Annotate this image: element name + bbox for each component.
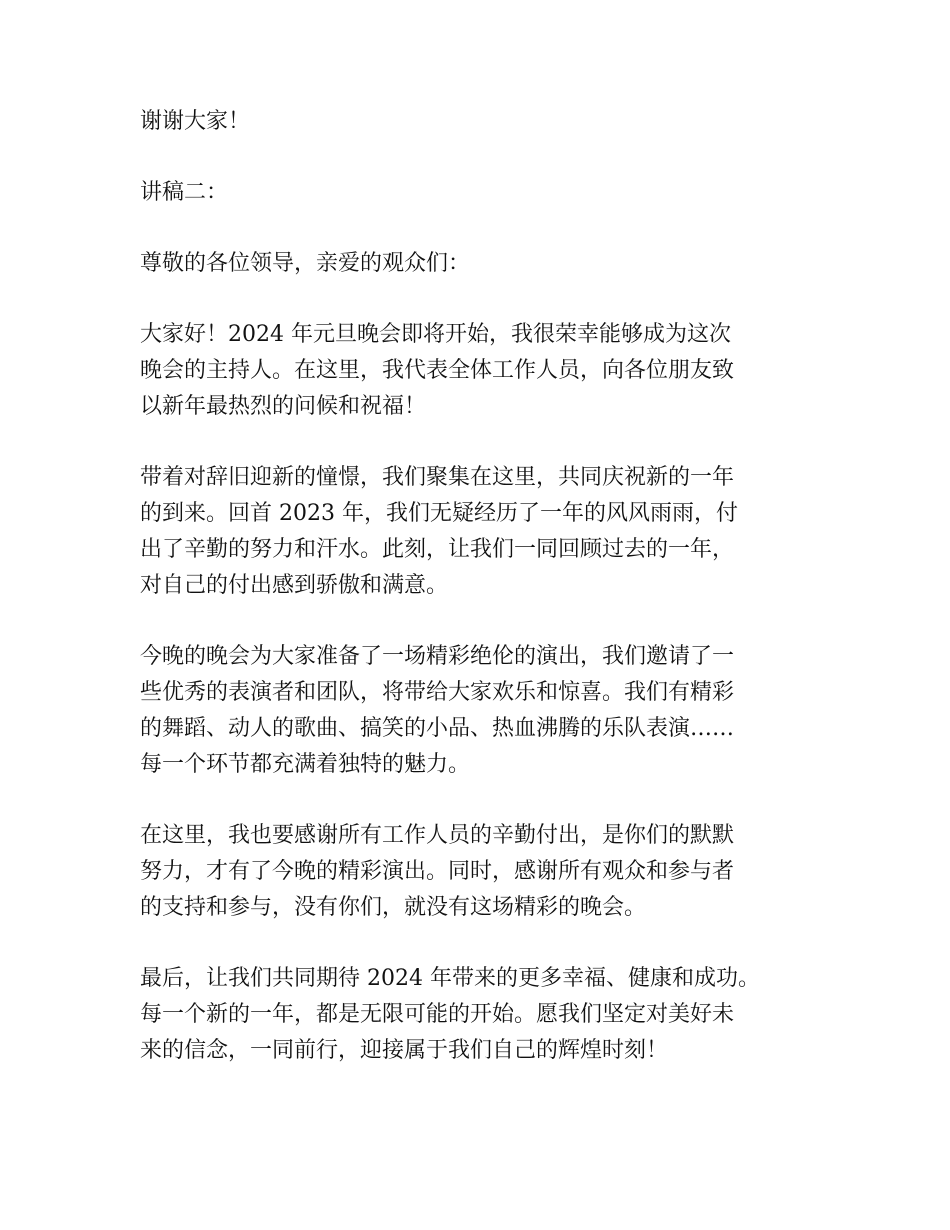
- text-line: 出了辛勤的努力和汗水。此刻，让我们一同回顾过去的一年，: [140, 537, 735, 562]
- paragraph-gap: [140, 282, 830, 317]
- text-line: 尊敬的各位领导，亲爱的观众们：: [140, 251, 471, 276]
- text-line: 努力，才有了今晚的精彩演出。同时，感谢所有观众和参与者: [140, 859, 735, 884]
- text-line: 些优秀的表演者和团队，将带给大家欢乐和惊喜。我们有精彩: [140, 680, 735, 705]
- paragraph-gap: [140, 604, 830, 639]
- text-line: 每一个环节都充满着独特的魅力。: [140, 752, 471, 777]
- paragraph-gap: [140, 783, 830, 818]
- text-line: 对自己的付出感到骄傲和满意。: [140, 573, 449, 598]
- salutation: [140, 246, 830, 282]
- text-line: 讲稿二：: [140, 180, 229, 205]
- text-line: 大家好！2024 年元旦晚会即将开始，我很荣幸能够成为这次: [140, 322, 731, 347]
- document-body: [140, 104, 830, 1069]
- paragraph-gap: [140, 425, 830, 460]
- paragraph-gap: [140, 211, 830, 246]
- text-line: 在这里，我也要感谢所有工作人员的辛勤付出，是你们的默默: [140, 823, 735, 848]
- paragraph-review: [140, 460, 830, 604]
- text-line: 以新年最热烈的问候和祝福！: [140, 394, 427, 419]
- paragraph-gap: [140, 926, 830, 961]
- text-line: 谢谢大家！: [140, 109, 251, 134]
- text-line: 的舞蹈、动人的歌曲、搞笑的小品、热血沸腾的乐队表演……: [140, 716, 735, 741]
- text-line: 的支持和参与，没有你们，就没有这场精彩的晚会。: [140, 895, 647, 920]
- text-line: 来的信念，一同前行，迎接属于我们自己的辉煌时刻！: [140, 1038, 669, 1063]
- paragraph-gap: [140, 140, 830, 175]
- paragraph-closing: [140, 961, 830, 1069]
- text-line: 今晚的晚会为大家准备了一场精彩绝伦的演出，我们邀请了一: [140, 644, 735, 669]
- paragraph-thanks: [140, 818, 830, 926]
- paragraph-greeting: [140, 317, 830, 425]
- text-line: 的到来。回首 2023 年，我们无疑经历了一年的风风雨雨，付: [140, 501, 738, 526]
- text-line: 带着对辞旧迎新的憧憬，我们聚集在这里，共同庆祝新的一年: [140, 465, 735, 490]
- text-line: 最后，让我们共同期待 2024 年带来的更多幸福、健康和成功。: [140, 966, 760, 991]
- section-heading: [140, 175, 830, 211]
- paragraph-program: [140, 639, 830, 783]
- text-line: 每一个新的一年，都是无限可能的开始。愿我们坚定对美好未: [140, 1002, 735, 1027]
- text-line: 晚会的主持人。在这里，我代表全体工作人员，向各位朋友致: [140, 358, 735, 383]
- paragraph-closing-thanks: [140, 104, 830, 140]
